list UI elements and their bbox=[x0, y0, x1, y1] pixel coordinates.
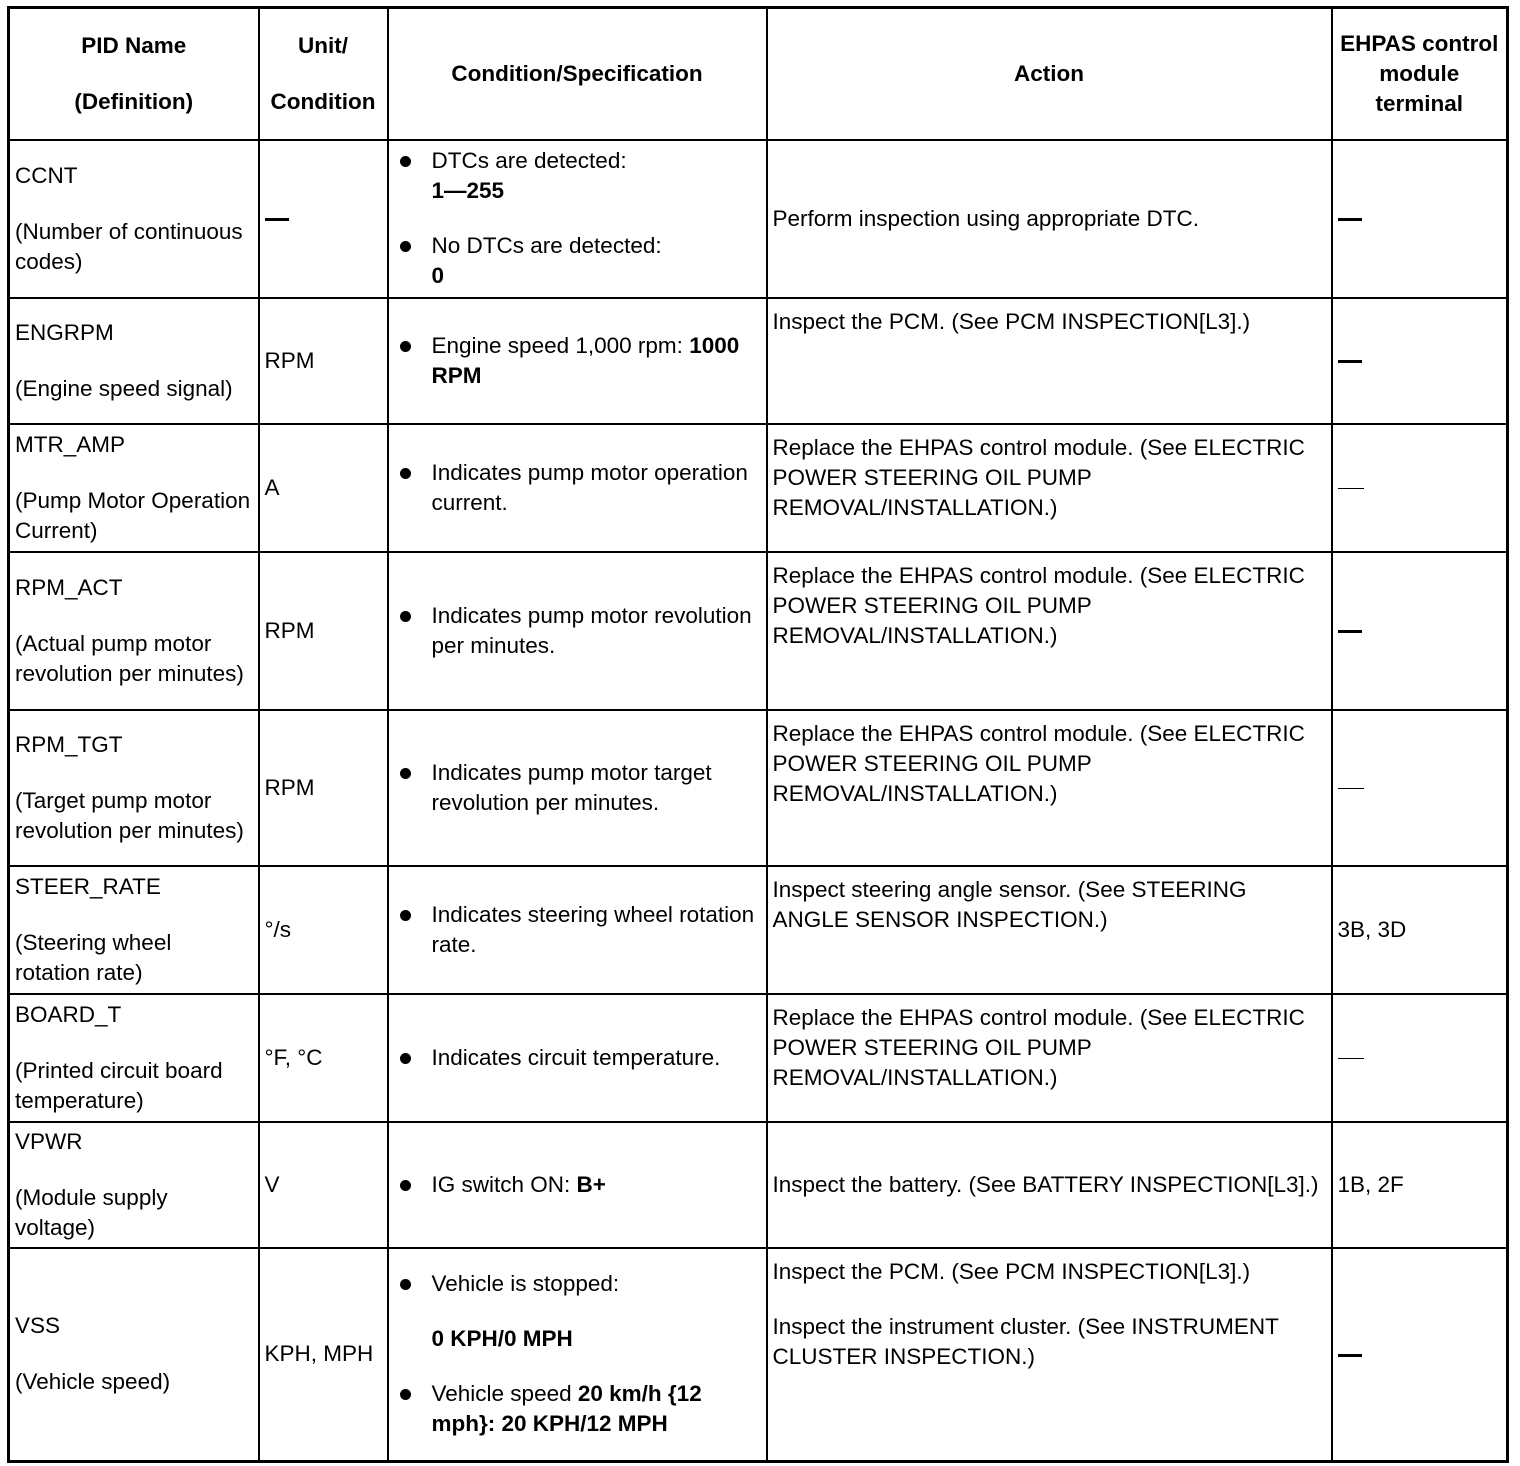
pid-table bbox=[7, 6, 1509, 1463]
pid-cell bbox=[9, 1122, 259, 1248]
pid-name: STEER_RATE bbox=[15, 873, 161, 899]
condition-item: Indicates pump motor target revolution per minutes. bbox=[432, 758, 761, 818]
table-row bbox=[9, 298, 1508, 424]
spec-cell bbox=[388, 994, 767, 1122]
condition-item: Indicates pump motor operation current. bbox=[432, 458, 761, 518]
empty-dash bbox=[1338, 788, 1364, 790]
terminal-cell bbox=[1332, 140, 1508, 298]
pid-cell bbox=[9, 298, 259, 424]
terminal-cell: 1B, 2F bbox=[1332, 1122, 1508, 1248]
condition-item: Vehicle speed 20 km/h {12 mph}: 20 KPH/12 MPH bbox=[432, 1379, 761, 1439]
pid-cell bbox=[9, 552, 259, 710]
spec-cell bbox=[388, 1122, 767, 1248]
pid-definition: (Vehicle speed) bbox=[15, 1369, 171, 1395]
action-cell: Replace the EHPAS control module. (See ELECTRIC POWER STEERING OIL PUMP REMOVAL/INSTALLATION.) bbox=[767, 994, 1332, 1122]
action-cell: Inspect the PCM. (See PCM INSPECTION[L3].) Inspect the instrument cluster. (See INSTRUMENT CLUSTER INSPECTION.) bbox=[767, 1248, 1332, 1462]
header-spec: Condition/Specification bbox=[388, 8, 767, 140]
unit-cell bbox=[259, 140, 388, 298]
pid-name: VSS bbox=[15, 1313, 61, 1339]
unit-cell: °F, °C bbox=[259, 994, 388, 1122]
spec-cell bbox=[388, 140, 767, 298]
empty-dash bbox=[1338, 488, 1364, 490]
action-cell: Replace the EHPAS control module. (See ELECTRIC POWER STEERING OIL PUMP REMOVAL/INSTALLATION.) bbox=[767, 552, 1332, 710]
condition-item: Indicates steering wheel rotation rate. bbox=[432, 900, 761, 960]
spec-cell bbox=[388, 710, 767, 866]
header-pid-definition-label: (Definition) bbox=[74, 88, 194, 114]
unit-cell: RPM bbox=[259, 552, 388, 710]
pid-name: RPM_TGT bbox=[15, 731, 123, 757]
pid-cell bbox=[9, 994, 259, 1122]
table-row bbox=[9, 140, 1508, 298]
header-condition-label: Condition bbox=[270, 88, 376, 114]
empty-dash bbox=[1338, 1058, 1364, 1060]
terminal-cell bbox=[1332, 424, 1508, 552]
header-row bbox=[9, 8, 1508, 140]
empty-dash bbox=[265, 218, 289, 221]
unit-cell: A bbox=[259, 424, 388, 552]
pid-definition: (Steering wheel rotation rate) bbox=[15, 929, 172, 985]
pid-definition: (Module supply voltage) bbox=[15, 1184, 168, 1240]
table-row bbox=[9, 710, 1508, 866]
condition-item: Indicates circuit temperature. bbox=[432, 1043, 761, 1073]
spec-cell bbox=[388, 298, 767, 424]
spec-cell bbox=[388, 552, 767, 710]
pid-definition: (Pump Motor Operation Current) bbox=[15, 487, 251, 543]
unit-cell: RPM bbox=[259, 298, 388, 424]
action-cell: Replace the EHPAS control module. (See ELECTRIC POWER STEERING OIL PUMP REMOVAL/INSTALLATION.) bbox=[767, 710, 1332, 866]
pid-cell bbox=[9, 710, 259, 866]
action-cell: Inspect the battery. (See BATTERY INSPECTION[L3].) bbox=[767, 1122, 1332, 1248]
pid-name: MTR_AMP bbox=[15, 431, 126, 457]
unit-cell: RPM bbox=[259, 710, 388, 866]
table-row bbox=[9, 424, 1508, 552]
header-unit bbox=[259, 8, 388, 140]
condition-item: Engine speed 1,000 rpm: 1000 RPM bbox=[432, 331, 761, 391]
spec-cell bbox=[388, 1248, 767, 1462]
condition-item: Vehicle is stopped: 0 KPH/0 MPH bbox=[432, 1269, 761, 1354]
empty-dash bbox=[1338, 360, 1362, 363]
terminal-cell: 3B, 3D bbox=[1332, 866, 1508, 994]
pid-cell bbox=[9, 424, 259, 552]
pid-name: RPM_ACT bbox=[15, 574, 123, 600]
table-row bbox=[9, 866, 1508, 994]
unit-cell: KPH, MPH bbox=[259, 1248, 388, 1462]
pid-name: VPWR bbox=[15, 1128, 83, 1154]
header-action: Action bbox=[767, 8, 1332, 140]
table-row bbox=[9, 1122, 1508, 1248]
condition-item: No DTCs are detected: 0 bbox=[432, 231, 761, 291]
header-pid-name-label: PID Name bbox=[81, 32, 187, 58]
empty-dash bbox=[1338, 1354, 1362, 1357]
pid-definition: (Engine speed signal) bbox=[15, 375, 233, 401]
pid-definition: (Actual pump motor revolution per minutes) bbox=[15, 630, 244, 686]
pid-cell bbox=[9, 140, 259, 298]
unit-cell: V bbox=[259, 1122, 388, 1248]
terminal-cell bbox=[1332, 552, 1508, 710]
condition-item: DTCs are detected: 1—255 bbox=[432, 146, 761, 206]
pid-name: ENGRPM bbox=[15, 319, 114, 345]
terminal-cell bbox=[1332, 994, 1508, 1122]
action-cell: Replace the EHPAS control module. (See ELECTRIC POWER STEERING OIL PUMP REMOVAL/INSTALLATION.) bbox=[767, 424, 1332, 552]
terminal-cell bbox=[1332, 1248, 1508, 1462]
pid-table-wrapper bbox=[7, 6, 1509, 1463]
action-cell: Inspect the PCM. (See PCM INSPECTION[L3].) bbox=[767, 298, 1332, 424]
unit-cell: °/s bbox=[259, 866, 388, 994]
table-row bbox=[9, 552, 1508, 710]
empty-dash bbox=[1338, 218, 1362, 221]
header-unit-label: Unit/ bbox=[298, 32, 348, 58]
terminal-cell bbox=[1332, 298, 1508, 424]
action-cell: Perform inspection using appropriate DTC. bbox=[767, 140, 1332, 298]
table-row bbox=[9, 1248, 1508, 1462]
pid-cell bbox=[9, 1248, 259, 1462]
header-terminal: EHPAS control module terminal bbox=[1332, 8, 1508, 140]
terminal-cell bbox=[1332, 710, 1508, 866]
pid-cell bbox=[9, 866, 259, 994]
condition-item: IG switch ON: B+ bbox=[432, 1170, 761, 1200]
header-pid-name bbox=[9, 8, 259, 140]
pid-definition: (Number of continuous codes) bbox=[15, 218, 243, 274]
table-row bbox=[9, 994, 1508, 1122]
spec-cell bbox=[388, 424, 767, 552]
pid-definition: (Target pump motor revolution per minutes) bbox=[15, 787, 244, 843]
condition-item: Indicates pump motor revolution per minutes. bbox=[432, 601, 761, 661]
pid-name: BOARD_T bbox=[15, 1001, 122, 1027]
empty-dash bbox=[1338, 630, 1362, 633]
pid-name: CCNT bbox=[15, 162, 78, 188]
spec-cell bbox=[388, 866, 767, 994]
action-cell: Inspect steering angle sensor. (See STEERING ANGLE SENSOR INSPECTION.) bbox=[767, 866, 1332, 994]
pid-definition: (Printed circuit board temperature) bbox=[15, 1057, 223, 1113]
